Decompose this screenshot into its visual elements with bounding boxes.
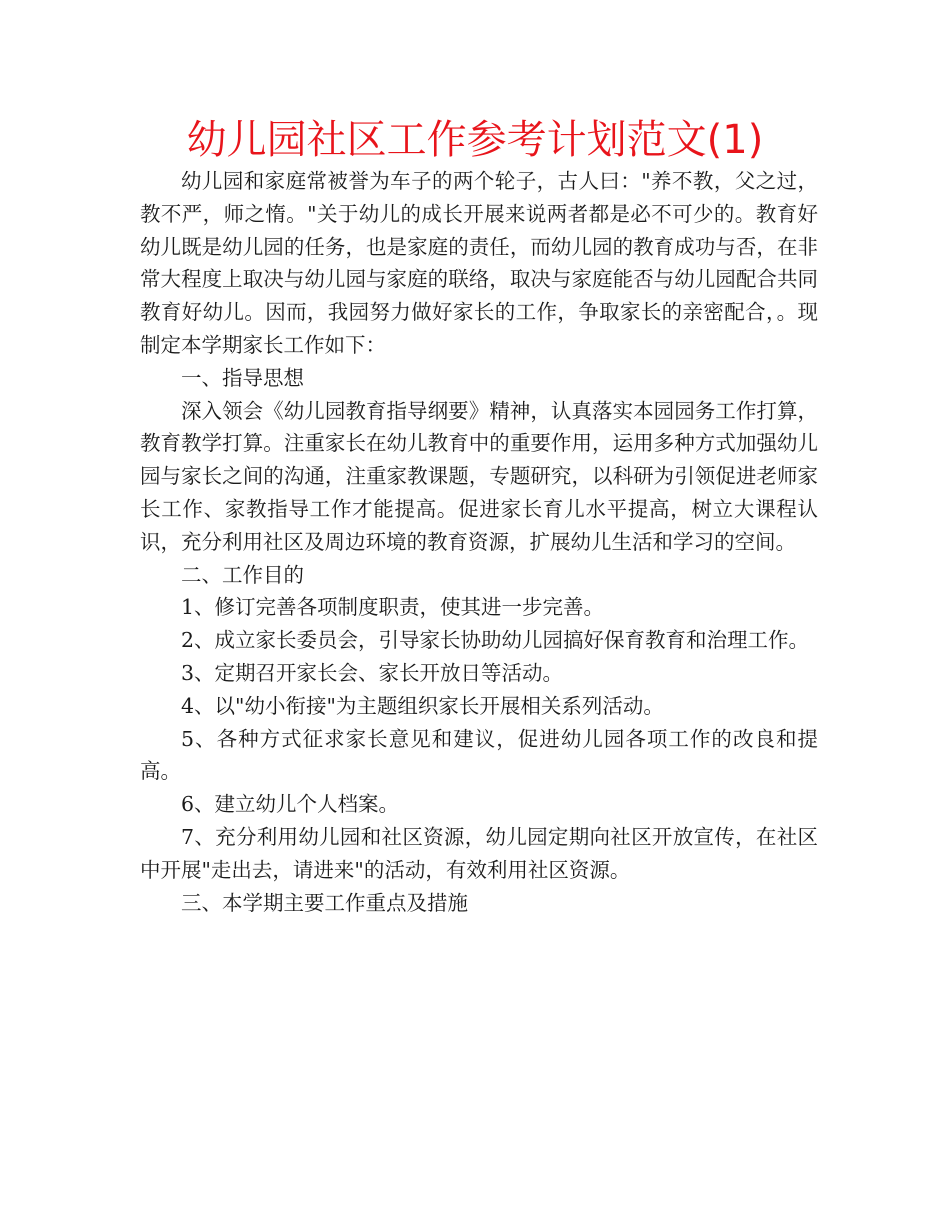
list-item-goal-4: 4、以"幼小衔接"为主题组织家长开展相关系列活动。 (181, 693, 664, 718)
list-item-goal-1: 1、修订完善各项制度职责，使其进一步完善。 (181, 595, 605, 620)
list-item-goal-5: 5、各种方式征求家长意见和建议，促进幼儿园各项工作的改良和提高。 (140, 726, 818, 784)
list-item-goal-6: 6、建立幼儿个人档案。 (181, 792, 400, 817)
paragraph-guiding-ideology: 深入领会《幼儿园教育指导纲要》精神，认真落实本园园务工作打算，教育教学打算。注重家长在幼儿教育中的重要作用，运用多种方式加强幼儿园与家长之间的沟通，注重家教课题，专题研究，以科研为引领促进老师家长工作、家教指导工作才能提高。促进家长育儿水平提高，树立大课程认识，充分利用社区及周边环境的教育资源，扩展幼儿生活和学习的空间。 (140, 398, 818, 554)
paragraph-intro: 幼儿园和家庭常被誉为车子的两个轮子，古人曰："养不教，父之过，教不严，师之惰。"关于幼儿的成长开展来说两者都是必不可少的。教育好幼儿既是幼儿园的任务，也是家庭的责任，而幼儿园的教育成功与否，在非常大程度上取决与幼儿园与家庭的联络，取决与家庭能否与幼儿园配合共同教育好幼儿。因而，我园努力做好家长的工作，争取家长的亲密配合，。现制定本学期家长工作如下： (140, 169, 818, 357)
document-body (140, 165, 818, 919)
heading-guiding-ideology: 一、指导思想 (181, 365, 304, 390)
document-title: 幼儿园社区工作参考计划范文(1) (186, 117, 764, 163)
list-item-goal-2: 2、成立家长委员会，引导家长协助幼儿园搞好保育教育和治理工作。 (181, 628, 810, 653)
heading-key-work: 三、本学期主要工作重点及措施 (181, 890, 468, 915)
list-item-goal-7: 7、充分利用幼儿园和社区资源，幼儿园定期向社区开放宣传，在社区中开展"走出去，请进来"的活动，有效利用社区资源。 (140, 824, 818, 882)
list-item-goal-3: 3、定期召开家长会、家长开放日等活动。 (181, 660, 564, 685)
heading-work-goals: 二、工作目的 (181, 562, 304, 587)
